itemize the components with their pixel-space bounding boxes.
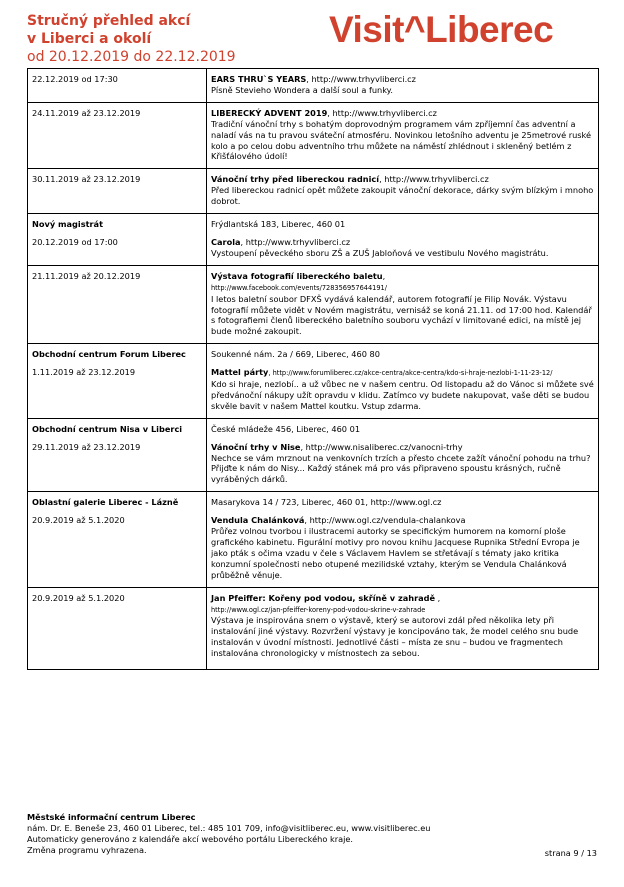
event-link[interactable]: , http://www.ogl.cz/vendula-chalankova	[304, 515, 466, 526]
event-row	[28, 230, 599, 265]
event-description: Vystoupení pěveckého sboru ZŠ a ZUŠ Jabloňová ve vestibulu Nového magistrátu.	[211, 247, 549, 258]
event-title: Jan Pfeiffer: Kořeny pod vodou, skříně v zahradě	[211, 592, 436, 603]
document-title	[27, 12, 236, 66]
event-date: 20.9.2019 až 5.1.2020	[32, 592, 125, 603]
page-number: strana 9 / 13	[544, 848, 597, 858]
event-date: 20.12.2019 od 17:00	[32, 236, 118, 247]
venue-name: Oblastní galerie Liberec - Lázně	[32, 497, 179, 508]
event-title: Vánoční trhy před libereckou radnicí	[211, 174, 380, 185]
footer-note: Automaticky generováno z kalendáře akcí webového portálu Libereckého kraje.	[27, 834, 354, 844]
event-link[interactable]: , http://www.nisaliberec.cz/vanocni-trhy	[300, 441, 463, 452]
event-description: Průřez volnou tvorbou i ilustracemi autorky se specifickým humorem na komorní ploše grafického kabinetu. Figurální motivy pro novou knihu Jacquese Rupnika Střední Evropa je jako pták s očima vzadu v čele s Václavem Havlem se střetávají s tématy jako kritika konzumní společnosti nebo otupené mezilidské vztahy, kterým se Vendula Chalánková průběžně věnuje.	[211, 526, 580, 580]
event-date: 22.12.2019 od 17:30	[32, 74, 118, 84]
event-link[interactable]: , http://www.trhyvliberci.cz	[240, 236, 351, 247]
event-link[interactable]: http://www.facebook.com/events/728356957644191/	[211, 283, 387, 292]
event-description: Výstava je inspirována snem o výstavě, který se autorovi zdál před několika lety při instalování jiné výstavy. Rozvržení výstavy je koncipováno tak, že model celého snu bude instalován v úvodní místnosti. Jednotlivé části – místa ze snu – budou ve fragmentech instalována chronologicky v místnostech za sebou.	[211, 615, 579, 659]
venue-row	[28, 418, 599, 434]
event-title: EARS THRU`S YEARS	[211, 74, 307, 84]
event-date: 30.11.2019 až 23.12.2019	[32, 174, 141, 185]
venue-address: Masarykova 14 / 723, Liberec, 460 01, http://www.ogl.cz	[211, 497, 442, 508]
event-description: Před libereckou radnicí opět můžete zakoupit vánoční dekorace, dárky svým blízkým i mnoho dobrot.	[211, 185, 594, 207]
event-date: 1.11.2019 až 23.12.2019	[32, 367, 136, 378]
venue-name: Obchodní centrum Nisa v Liberci	[32, 423, 183, 434]
event-row	[28, 360, 599, 418]
event-row	[28, 265, 599, 343]
venue-address: Frýdlantská 183, Liberec, 460 01	[211, 219, 346, 230]
events-table	[27, 68, 599, 670]
venue-address: Soukenné nám. 2a / 669, Liberec, 460 80	[211, 349, 380, 360]
event-row	[28, 435, 599, 492]
event-title-suffix: ,	[382, 270, 386, 281]
footer-address: nám. Dr. E. Beneše 23, 460 01 Liberec, tel.: 485 101 709, info@visitliberec.eu, www.visitliberec.eu	[27, 823, 431, 833]
venue-name: Nový magistrát	[32, 219, 103, 230]
event-description: Kdo si hraje, nezlobí.. a už vůbec ne v našem centru. Od listopadu až do Vánoc si můžete své předvánoční nákupy užít opravdu v klidu. Zatímco vy budete nakupovat, vaše děti se budou skvěle bavit v našem Mattel koutku. Vstup zdarma.	[211, 379, 594, 411]
footer-note: Změna programu vyhrazena.	[27, 845, 147, 855]
event-description: Písně Stevieho Wondera a další soul a funky.	[211, 84, 393, 95]
event-date: 24.11.2019 až 23.12.2019	[32, 107, 141, 118]
venue-name: Obchodní centrum Forum Liberec	[32, 349, 186, 360]
event-title: Carola	[211, 236, 241, 247]
event-date: 29.11.2019 až 23.12.2019	[32, 441, 141, 452]
event-row	[28, 169, 599, 214]
event-description: I letos baletní soubor DFXŠ vydává kalendář, autorem fotografií je Filip Novák. Výstavu fotografií můžete vidět v Novém magistrátu, vernisáž se koná 21.11. od 17:00 hod. Kalendář s fotografiemi členů libereckého baletního souboru vychází v limitované edici, na místě jej bude možné zakoupit.	[211, 293, 592, 337]
event-title: Mattel párty	[211, 367, 269, 378]
event-link[interactable]: , http://www.forumliberec.cz/akce-centra/akce-centra/kdo-si-hraje-nezlobi-1-11-23-12/	[268, 369, 553, 378]
event-row	[28, 508, 599, 587]
event-link[interactable]: http://www.ogl.cz/jan-pfeiffer-koreny-pod-vodou-skrine-v-zahrade	[211, 605, 426, 614]
page-footer	[27, 812, 430, 856]
event-link[interactable]: , http://www.trhyvliberci.cz	[306, 74, 416, 84]
event-date: 20.9.2019 až 5.1.2020	[32, 515, 125, 526]
event-title: Vánoční trhy v Nise	[211, 441, 301, 452]
event-title: LIBERECKÝ ADVENT 2019	[211, 107, 328, 118]
event-date: 21.11.2019 až 20.12.2019	[32, 270, 141, 281]
venue-row	[28, 214, 599, 230]
date-range: od 20.12.2019 do 22.12.2019	[27, 49, 236, 65]
venue-row	[28, 344, 599, 360]
venue-address: České mládeže 456, Liberec, 460 01	[211, 423, 361, 434]
visit-liberec-logo: Visit^Liberec	[329, 9, 554, 50]
footer-org: Městské informační centrum Liberec	[27, 812, 196, 822]
title-line-1: Stručný přehled akcí	[27, 13, 191, 29]
event-title-suffix: ,	[435, 592, 441, 603]
event-link[interactable]: , http://www.trhyvliberci.cz	[327, 107, 437, 118]
venue-row	[28, 492, 599, 508]
event-description: Tradiční vánoční trhy s bohatým doprovodným programem vám zpříjemní čas adventní a naladí vás na tu pravou sváteční atmosféru. Novinkou letošního adventu je 25metrové ruské kolo a po celou dobu adventního trhu můžete na náměstí zhlédnout i skleněný betlém z Křišťálového údolí!	[211, 118, 592, 162]
event-row	[28, 69, 599, 103]
event-description: Nechce se vám mrznout na venkovních trzích a přesto chcete zažít vánoční pohodu na trhu? Přijďte k nám do Nisy... Každý stánek má pro vás připraveno spoustu krásných, ručně vyráběných dárků.	[211, 452, 591, 485]
event-title: Vendula Chalánková	[211, 515, 305, 526]
event-title: Výstava fotografií libereckého baletu	[211, 270, 383, 281]
title-line-2: v Liberci a okolí	[27, 31, 152, 47]
event-row	[28, 102, 599, 169]
event-row	[28, 587, 599, 669]
event-link[interactable]: , http://www.trhyvliberci.cz	[379, 174, 489, 185]
